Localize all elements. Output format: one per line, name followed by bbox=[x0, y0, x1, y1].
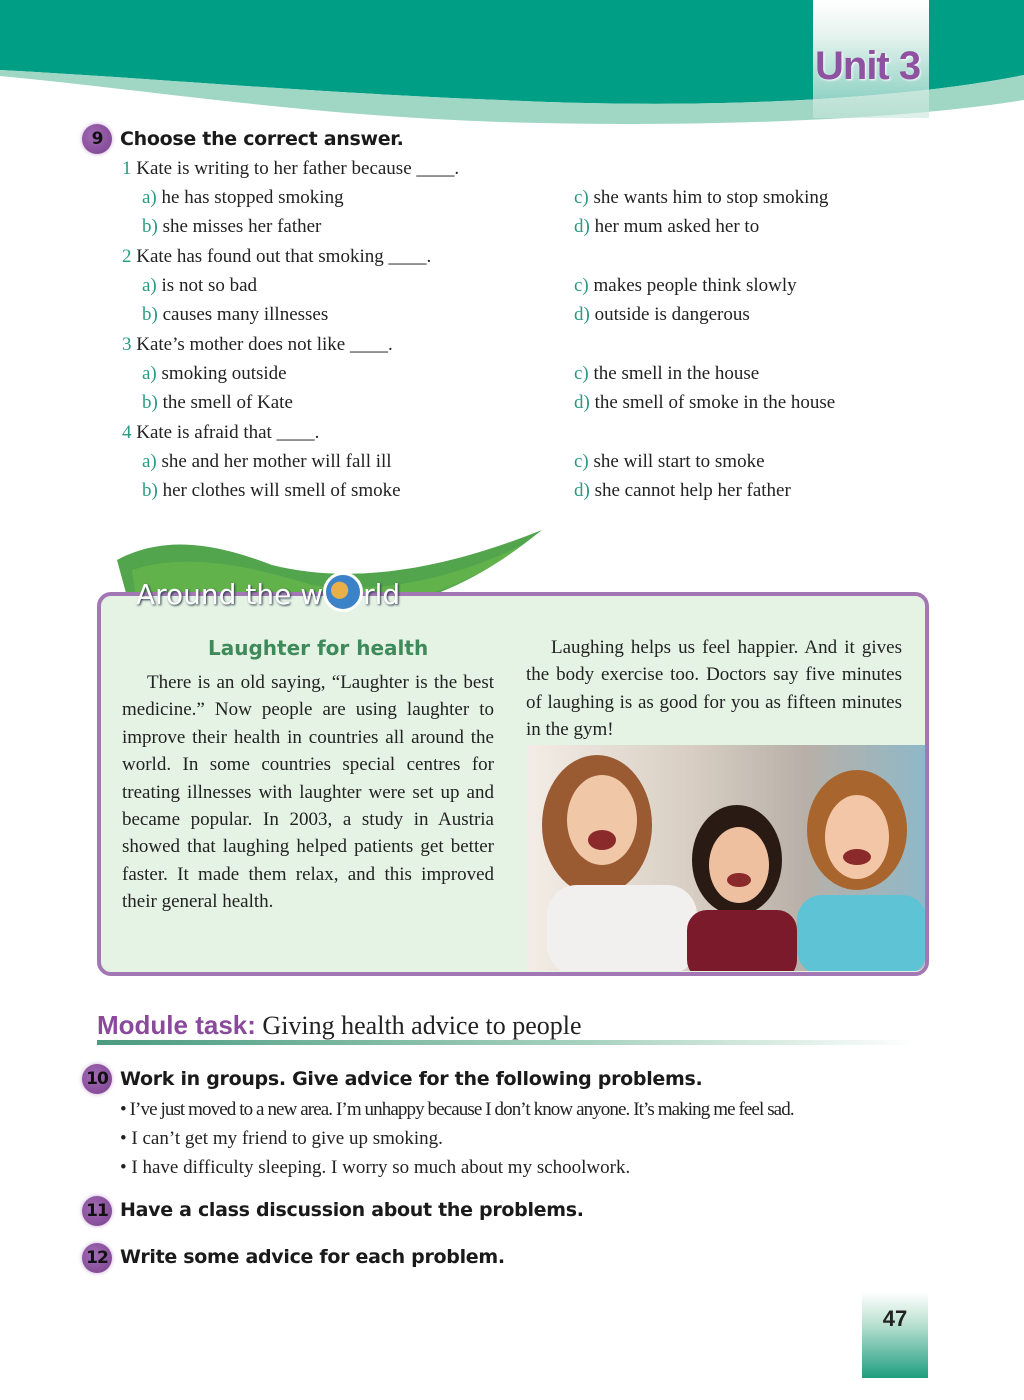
option-a: a) is not so bad bbox=[142, 275, 258, 296]
option-text: outside is dangerous bbox=[594, 304, 750, 325]
option-d: d) she cannot help her father bbox=[574, 480, 791, 501]
option-a: a) he has stopped smoking bbox=[142, 187, 344, 208]
option-b: b) the smell of Kate bbox=[142, 392, 293, 413]
option-c: c) she wants him to stop smoking bbox=[574, 187, 829, 208]
bullet-icon: • bbox=[120, 1099, 126, 1120]
exercise-number-badge: 9 bbox=[82, 124, 112, 154]
option-b: b) causes many illnesses bbox=[142, 304, 329, 325]
problem-item bbox=[120, 1099, 794, 1121]
option-text: is not so bad bbox=[161, 275, 258, 296]
exercise-heading: Work in groups. Give advice for the following problems. bbox=[120, 1068, 703, 1090]
module-task-heading bbox=[97, 1010, 582, 1041]
exercise-heading: Choose the correct answer. bbox=[120, 128, 404, 150]
problem-text: I’ve just moved to a new area. I’m unhappy because I don’t know anyone. It’s making me feel sad. bbox=[129, 1099, 794, 1120]
option-text: she wants him to stop smoking bbox=[593, 187, 829, 208]
module-task-label: Module task: bbox=[97, 1010, 256, 1040]
option-d: d) outside is dangerous bbox=[574, 304, 750, 325]
bullet-icon: • bbox=[120, 1128, 127, 1149]
problem-item bbox=[120, 1128, 443, 1150]
problem-text: I have difficulty sleeping. I worry so much about my schoolwork. bbox=[131, 1157, 631, 1178]
option-text: the smell in the house bbox=[593, 363, 760, 384]
question-number: 1 bbox=[122, 158, 132, 179]
option-b: b) her clothes will smell of smoke bbox=[142, 480, 401, 501]
exercise-number-badge: 12 bbox=[82, 1243, 112, 1273]
page-number: 47 bbox=[862, 1292, 928, 1378]
option-text: smoking outside bbox=[161, 363, 287, 384]
option-text: the smell of Kate bbox=[162, 392, 293, 413]
laughing-girls-photo bbox=[527, 745, 925, 971]
option-a: a) she and her mother will fall ill bbox=[142, 451, 392, 472]
question bbox=[122, 246, 431, 268]
option-text: causes many illnesses bbox=[162, 304, 329, 325]
option-b: b) she misses her father bbox=[142, 216, 322, 237]
question-text: Kate is afraid that ____. bbox=[136, 422, 320, 443]
bullet-icon: • bbox=[120, 1157, 127, 1178]
exercise-number-badge: 10 bbox=[82, 1064, 112, 1094]
option-text: the smell of smoke in the house bbox=[594, 392, 836, 413]
article-right-paragraph: Laughing helps us feel happier. And it gives the body exercise too. Doctors say five minutes of laughing is as good for you as fifteen minutes in the gym! bbox=[526, 637, 902, 741]
option-text: she misses her father bbox=[162, 216, 322, 237]
question-number: 2 bbox=[122, 246, 132, 267]
problem-text: I can’t get my friend to give up smoking. bbox=[131, 1128, 443, 1149]
question-number: 4 bbox=[122, 422, 132, 443]
article-left-paragraph: There is an old saying, “Laughter is the best medicine.” Now people are using laughter to improve their health in countries all around the world. In some countries special centres for treating illnesses with laughter were set up and became popular. In 2003, a study in Austria showed that laughing helped patients get better faster. It made them relax, and this improved their general health. bbox=[122, 672, 494, 913]
question-number: 3 bbox=[122, 334, 132, 355]
exercise-heading: Have a class discussion about the problems. bbox=[120, 1199, 584, 1221]
exercise-heading: Write some advice for each problem. bbox=[120, 1246, 505, 1268]
article-title: Laughter for health bbox=[208, 636, 429, 660]
question bbox=[122, 158, 459, 180]
question bbox=[122, 334, 393, 356]
option-text: she cannot help her father bbox=[594, 480, 791, 501]
option-text: she will start to smoke bbox=[593, 451, 765, 472]
option-d: d) the smell of smoke in the house bbox=[574, 392, 836, 413]
globe-icon bbox=[323, 572, 363, 612]
option-a: a) smoking outside bbox=[142, 363, 287, 384]
heading-underline bbox=[97, 1040, 917, 1045]
option-text: makes people think slowly bbox=[593, 275, 797, 296]
banner-text: rld bbox=[363, 578, 401, 611]
option-text: her clothes will smell of smoke bbox=[162, 480, 401, 501]
option-c: c) she will start to smoke bbox=[574, 451, 765, 472]
problem-item bbox=[120, 1157, 630, 1179]
option-c: c) the smell in the house bbox=[574, 363, 760, 384]
around-the-world-banner bbox=[136, 572, 400, 612]
unit-title: Unit 3 bbox=[815, 44, 921, 88]
question bbox=[122, 422, 319, 444]
module-task-title: Giving health advice to people bbox=[262, 1011, 582, 1040]
question-text: Kate is writing to her father because ____. bbox=[136, 158, 460, 179]
question-text: Kate has found out that smoking ____. bbox=[136, 246, 432, 267]
exercise-number-badge: 11 bbox=[82, 1196, 112, 1226]
option-text: he has stopped smoking bbox=[161, 187, 344, 208]
option-text: she and her mother will fall ill bbox=[161, 451, 392, 472]
option-c: c) makes people think slowly bbox=[574, 275, 797, 296]
banner-text: Around the w bbox=[136, 578, 324, 611]
option-text: her mum asked her to bbox=[594, 216, 760, 237]
option-d: d) her mum asked her to bbox=[574, 216, 760, 237]
question-text: Kate’s mother does not like ____. bbox=[136, 334, 393, 355]
